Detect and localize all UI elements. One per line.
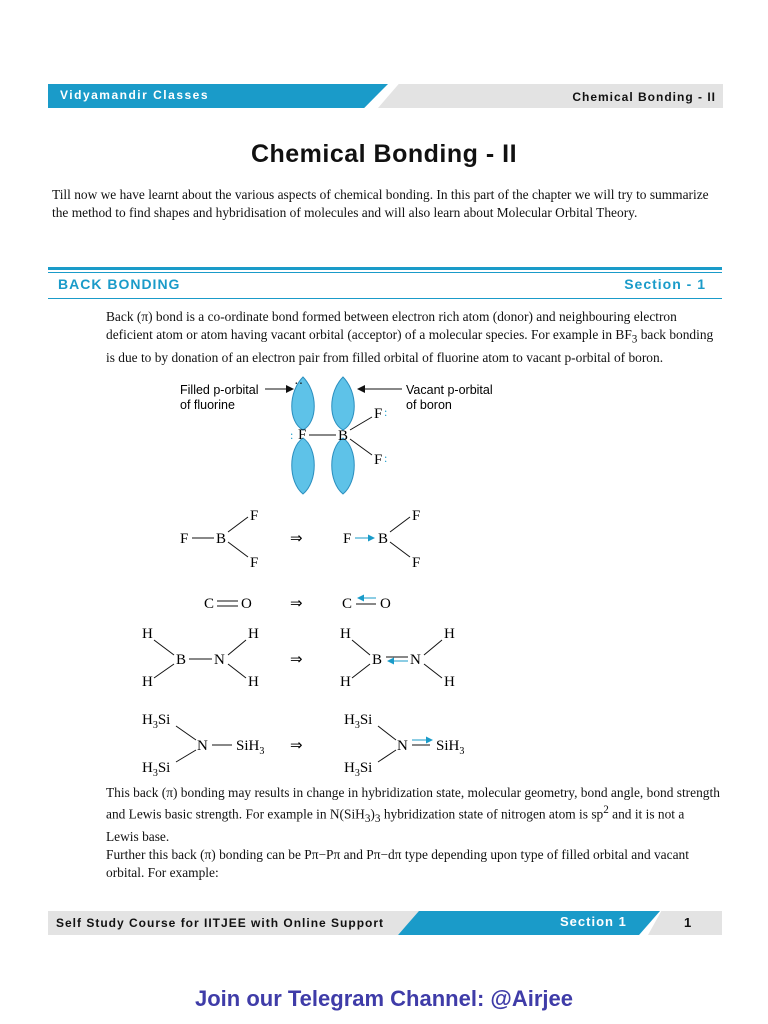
- nsi-arrow: ⇒: [290, 738, 303, 754]
- page-number: 1: [684, 915, 692, 930]
- telegram-banner[interactable]: Join our Telegram Channel: @Airjee: [194, 986, 573, 1011]
- bf3-b: B: [216, 531, 227, 547]
- section-number: Section - 1: [624, 276, 706, 292]
- bn2-h4: H: [444, 674, 455, 690]
- nsi2-n: N: [397, 738, 408, 754]
- bn2-h3: H: [444, 626, 455, 642]
- co-c: C: [204, 596, 215, 612]
- co-o2: O: [380, 596, 391, 612]
- nsi-bottom: $H_3Si$: [142, 760, 171, 779]
- bn-h3: H: [248, 626, 259, 642]
- back-bonding-figure: [100, 372, 620, 782]
- bn-h2: H: [142, 674, 153, 690]
- bf3b-b: B: [378, 531, 389, 547]
- nsi2-right: SiH$_3$: [436, 738, 465, 757]
- co-o: O: [241, 596, 252, 612]
- intro-paragraph: Till now we have learnt about the various aspects of chemical bonding. In this part of the chapter we will try to summarize the method to find shapes and hybridisation of molecules and will also learn about Molecular Orbital Theory.: [52, 187, 709, 220]
- label-of-boron: of boron: [406, 398, 452, 412]
- nsi-n: N: [197, 738, 208, 754]
- orbital-atom-f: F: [298, 427, 307, 443]
- nsi-row: [142, 712, 464, 779]
- fluorine-lobe-bottom: [292, 438, 315, 494]
- section-title: BACK BONDING: [58, 276, 181, 292]
- svg-text::: :: [384, 405, 388, 419]
- bf3b-f-top: F: [412, 508, 421, 524]
- bn-arrow: ⇒: [290, 652, 303, 668]
- nsi2-top: $H_3Si$: [344, 712, 373, 731]
- label-of-fluorine: of fluorine: [180, 398, 235, 412]
- bf3-f-bottom: F: [250, 555, 259, 571]
- boron-lobe-bottom: [332, 438, 355, 494]
- bf3b-f-left: F: [343, 531, 352, 547]
- co-row: [204, 596, 391, 612]
- bn-b: B: [176, 652, 187, 668]
- orbital-atom-f3: F: [374, 452, 383, 468]
- footer-section: Section 1: [560, 914, 627, 929]
- bf3-arrow: ⇒: [290, 531, 303, 547]
- svg-text:··: ··: [294, 377, 304, 392]
- bf3b-f-bottom: F: [412, 555, 421, 571]
- footer-course: Self Study Course for IITJEE with Online Support: [56, 916, 385, 930]
- bn-row: [142, 626, 455, 690]
- nsi-right: SiH$_3$: [236, 738, 265, 757]
- svg-text::: :: [384, 451, 388, 465]
- bf3-f-top: F: [250, 508, 259, 524]
- co-arrow: ⇒: [290, 596, 303, 612]
- nsi2-bottom: $H_3Si$: [344, 760, 373, 779]
- back-bond-definition: Back (π) bond is a co-ordinate bond formed between electron rich atom (donor) and neighbouring electron deficient atom or atom having vacant orbital (acceptor) of a molecular species. For example in $BF_3$ back bonding is due to by donation of an electron pair from filled orbital of fluorine atom to vacant p-orbital of boron.: [106, 309, 714, 365]
- bn2-h2: H: [340, 674, 351, 690]
- orbital-atom-f2: F: [374, 406, 383, 422]
- svg-text::: :: [290, 428, 294, 442]
- header-chapter: Chemical Bonding - II: [572, 90, 716, 104]
- co-c2: C: [342, 596, 353, 612]
- bn-h4: H: [248, 674, 259, 690]
- orbital-atom-b: B: [338, 428, 349, 444]
- label-vacant-orbital: Vacant p-orbital: [406, 383, 493, 397]
- label-filled-orbital: Filled p-orbital: [180, 383, 259, 397]
- header-institute: Vidyamandir Classes: [60, 88, 210, 102]
- back-bond-types: Further this back (π) bonding can be Pπ−Pπ and Pπ−dπ type depending upon type of filled orbital and vacant orbital. For example:: [106, 847, 689, 880]
- bn-h1: H: [142, 626, 153, 642]
- page-title: Chemical Bonding - II: [250, 140, 518, 168]
- back-bond-effects: This back (π) bonding may results in change in hybridization state, molecular geometry, bond angle, bond strength and Lewis basic strength. For example in $N(SiH_3)_3$ hybridization state of nitrogen atom is $sp^2$ and it is not a Lewis base.: [106, 785, 720, 845]
- bn2-h1: H: [340, 626, 351, 642]
- boron-lobe-top: [332, 377, 355, 430]
- bn2-b: B: [372, 652, 383, 668]
- orbital-diagram: [180, 377, 493, 494]
- bn-n: N: [214, 652, 225, 668]
- bn2-n: N: [410, 652, 421, 668]
- nsi-top: $H_3Si$: [142, 712, 171, 731]
- bf3-f-left: F: [180, 531, 189, 547]
- bf3-row: [180, 508, 420, 571]
